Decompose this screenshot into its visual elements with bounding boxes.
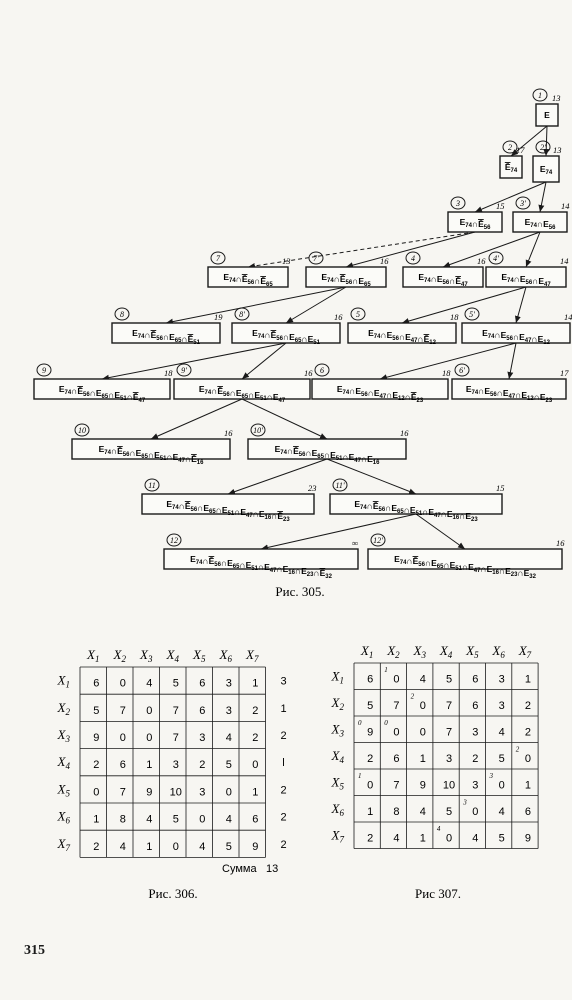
node-label: $E_{74}\cap Ē_{56}$ [459, 217, 491, 231]
node-id: 12 [170, 536, 178, 545]
fig307-mark: 2 [515, 745, 520, 754]
fig307-cell: 4 [419, 673, 426, 686]
node-weight: 23 [308, 483, 317, 493]
fig307-cell: 8 [393, 805, 400, 818]
fig306-col-header: $X_5$ [193, 647, 206, 664]
fig307-mark: 3 [463, 798, 467, 807]
fig307-cell: 2 [524, 726, 532, 739]
fig307-row-header: $X_3$ [331, 721, 344, 739]
fig306-cell: 4 [225, 813, 232, 826]
fig306-row-header: $X_4$ [57, 754, 70, 772]
fig306-cell: 2 [252, 704, 259, 717]
fig307-cell: 9 [367, 726, 374, 739]
fig307-cell: 5 [445, 673, 453, 686]
fig306-row-min: 2 [280, 730, 287, 742]
node-weight: 13 [282, 256, 291, 266]
fig307-mark: 0 [384, 719, 388, 727]
fig306-cell: 0 [146, 704, 153, 717]
fig306-cell: 10 [169, 786, 182, 799]
node-id: 2' [540, 143, 546, 152]
fig307-row-header: $X_4$ [331, 747, 344, 765]
fig307-cell: 0 [393, 673, 400, 686]
fig307-cell: 5 [445, 805, 453, 818]
fig306-cell: 3 [225, 677, 232, 690]
node-label: $E_{74}\cap E_{56}\cap E_{47}\cap E_{12}$ [482, 328, 550, 346]
node-weight: 16 [477, 256, 486, 266]
fig306-cell: 0 [172, 840, 179, 853]
node-id: 5 [356, 310, 360, 319]
fig306-cell: 9 [93, 732, 100, 744]
fig306-cell: 6 [199, 704, 206, 717]
fig307-col-header: $X_2$ [387, 643, 400, 660]
page-number: 315 [24, 943, 45, 958]
fig306-cell: 0 [93, 786, 100, 799]
fig307-cell: 6 [472, 673, 479, 686]
fig306-cell: 1 [93, 813, 100, 826]
fig307-cell: 2 [367, 752, 374, 765]
fig306-cell: 1 [146, 840, 153, 853]
fig307-mark: 4 [436, 825, 441, 833]
fig306-cell: 6 [93, 677, 100, 690]
node-label: $Ē_{74}$ [504, 162, 518, 174]
fig307-cell: 1 [419, 832, 426, 845]
fig306-cell: 0 [252, 759, 259, 772]
fig307-row-header: $X_2$ [331, 694, 344, 712]
node-weight: 13 [552, 93, 561, 103]
fig307-cell: 6 [472, 699, 479, 712]
figure-307-caption: Рис 307. [415, 886, 461, 901]
fig306-row-header: $X_7$ [57, 835, 70, 853]
fig306-cell: 1 [146, 759, 153, 772]
node-id: 1 [538, 91, 542, 100]
fig307-cell: 0 [367, 779, 374, 792]
node-weight: 16 [334, 312, 343, 322]
fig307-col-header: $X_6$ [492, 643, 505, 660]
fig306-cell: 5 [172, 677, 179, 690]
fig306-row-min: 2 [280, 811, 287, 824]
fig307-cell: 2 [472, 752, 479, 765]
fig307-row-header: $X_6$ [331, 800, 344, 818]
fig306-col-header: $X_6$ [219, 647, 232, 664]
fig306-cell: 9 [146, 786, 153, 799]
node-id: 8 [120, 310, 124, 319]
fig306-row-min: 1 [280, 702, 287, 715]
node-weight: 13 [553, 145, 562, 155]
fig306-row-min: 2 [280, 838, 287, 851]
fig307-cell: 10 [442, 779, 456, 792]
node-label: $E_{74}\cap Ē_{56}\cap E_{65}\cap Ē_{51}$ [132, 328, 200, 346]
fig307-cell: 3 [498, 699, 505, 712]
fig306-cell: 5 [93, 704, 100, 717]
fig306-cell: 0 [146, 732, 153, 744]
node-label: $E_{74}\cap E_{56}\cap E_{47}\cap Ē_{12}$ [368, 328, 436, 346]
fig306-cell: 3 [199, 732, 206, 744]
node-label: E [544, 110, 550, 120]
fig306-col-header: $X_4$ [166, 647, 179, 664]
node-label: $E_{74}\cap Ē_{56}\cap E_{65}\cap E_{51}\cap Ē_{47}$ [58, 384, 146, 404]
fig307-cell: 4 [472, 832, 479, 845]
node-weight: 17 [516, 145, 525, 155]
node-label: $E_{74}\cap Ē_{56}\cap E_{65}\cap E_{51}\cap E_{47}\cap E_{16}\cap Ē_{23}$ [166, 499, 290, 523]
node-id: 7' [313, 254, 319, 263]
fig307-cell: 6 [367, 673, 374, 686]
node-weight: ∞ [352, 538, 359, 548]
node-label: $E_{74}\cap E_{56}\cap E_{47}\cap E_{12}\cap E_{23}$ [465, 384, 553, 404]
fig306-col-header: $X_2$ [113, 647, 126, 664]
fig307-col-header: $X_5$ [466, 643, 479, 660]
node-weight: 18 [442, 368, 451, 378]
fig307-cell: 1 [419, 752, 426, 765]
fig306-row-header: $X_6$ [57, 808, 70, 826]
node-weight: 15 [496, 483, 505, 493]
fig307-cell: 3 [445, 752, 453, 765]
node-id: 9' [181, 366, 187, 375]
fig307-col-header: $X_1$ [360, 643, 374, 660]
node-weight: 14 [564, 312, 572, 322]
fig307-cell: 0 [419, 699, 426, 712]
fig306-matrix [57, 647, 287, 857]
fig306-row-min: 3 [280, 675, 287, 688]
fig306-row-header: $X_1$ [57, 672, 70, 690]
node-label: $E_{74}\cap Ē_{56}\cap E_{65}\cap E_{51}\cap E_{47}\cap Ē_{16}$ [98, 444, 204, 466]
node-weight: 18 [450, 312, 459, 322]
fig307-cell: 3 [472, 726, 479, 739]
node-weight: 17 [560, 368, 569, 378]
fig306-row-header: $X_2$ [57, 699, 70, 717]
fig306-cell: 2 [93, 759, 100, 772]
fig306-cell: 4 [146, 677, 153, 690]
fig307-mark: 0 [358, 719, 362, 727]
fig307-row-header: $X_1$ [331, 668, 344, 686]
node-id: 4' [493, 254, 499, 263]
node-label: $E_{74}\cap E_{56}\cap E_{47}$ [501, 272, 551, 288]
fig306-cell: 4 [199, 840, 206, 853]
fig307-cell: 7 [445, 726, 453, 739]
node-id: 4 [411, 254, 415, 263]
fig307-cell: 0 [393, 726, 400, 739]
fig306-row-header: $X_3$ [57, 727, 70, 744]
fig306-cell: 3 [225, 704, 232, 717]
fig306-cell: 3 [172, 759, 179, 772]
node-weight: 16 [556, 538, 565, 548]
node-weight: 14 [560, 256, 569, 266]
fig307-matrix [331, 643, 539, 849]
node-id: 6' [459, 366, 465, 375]
node-label: $E_{74}\cap Ē_{56}\cap E_{65}\cap E_{51}\cap E_{47}\cap E_{16}$ [274, 444, 380, 466]
fig307-cell: 1 [367, 805, 374, 818]
fig306-cell: 7 [119, 704, 126, 717]
fig306-cell: 0 [119, 732, 126, 744]
fig307-cell: 4 [498, 726, 505, 739]
fig306-row-header: $X_5$ [57, 781, 70, 799]
node-id: 3 [456, 199, 460, 208]
fig307-mark: 1 [358, 772, 362, 780]
node-weight: 18 [164, 368, 173, 378]
fig306-cell: 0 [199, 813, 206, 826]
node-label: $E_{74}\cap Ē_{56}\cap Ē_{65}$ [223, 272, 273, 288]
node-id: 3' [520, 199, 526, 208]
fig306-cell: 0 [119, 677, 126, 690]
fig306-cell: 5 [225, 759, 232, 772]
fig306-cell: 3 [199, 786, 206, 799]
fig307-cell: 7 [393, 779, 400, 792]
fig306-col-header: $X_3$ [140, 647, 153, 664]
fig306-cell: 4 [146, 813, 153, 826]
node-weight: 16 [400, 428, 409, 438]
fig307-cell: 5 [367, 699, 374, 712]
fig307-cell: 9 [524, 832, 532, 845]
fig306-cell: 8 [119, 813, 126, 826]
fig306-cell: 1 [252, 677, 259, 690]
fig307-cell: 9 [419, 779, 426, 792]
fig306-cell: 4 [225, 732, 232, 744]
fig307-cell: 2 [367, 832, 374, 845]
fig307-cell: 1 [524, 779, 532, 792]
node-label: $E_{74}\cap Ē_{56}\cap E_{65}\cap E_{51}\cap E_{47}\cap E_{16}\cap E_{23}\cap E_{32}$ [394, 554, 536, 580]
fig306-cell: 7 [119, 786, 126, 799]
node-id: 8' [239, 310, 245, 319]
fig306-cell: 6 [119, 759, 126, 772]
fig307-cell: 6 [524, 805, 532, 818]
fig307-cell: 0 [498, 779, 505, 792]
node-id: 5' [469, 310, 475, 319]
node-id: 11 [148, 481, 156, 490]
fig307-row-header: $X_7$ [331, 827, 344, 845]
fig307-mark: 2 [410, 692, 415, 701]
fig306-col-header: $X_7$ [246, 647, 259, 664]
fig307-cell: 0 [472, 805, 479, 818]
figure-306-caption: Рис. 306. [148, 886, 198, 901]
node-label: $E_{74}\cap E_{56}\cap E_{47}\cap E_{12}\cap Ē_{23}$ [336, 384, 424, 404]
node-label: $E_{74}\cap Ē_{56}\cap E_{65}$ [321, 272, 371, 288]
fig306-cell: 4 [119, 840, 126, 853]
fig307-cell: 0 [445, 832, 453, 845]
node-weight: 14 [561, 201, 570, 211]
fig306-cell: 9 [252, 840, 259, 853]
node-label: $E_{74}\cap E_{56}$ [524, 217, 556, 231]
fig307-row-header: $X_5$ [331, 774, 344, 792]
fig307-col-header: $X_7$ [518, 643, 532, 660]
node-weight: 15 [496, 201, 505, 211]
fig307-cell: 7 [393, 699, 400, 712]
fig306-cell: 6 [199, 677, 206, 690]
fig307-cell: 0 [419, 726, 426, 739]
node-label: $E_{74}\cap Ē_{56}\cap E_{65}\cap E_{51}$ [252, 328, 320, 346]
fig307-cell: 4 [393, 832, 400, 845]
fig307-cell: 7 [445, 699, 453, 712]
fig306-cell: 2 [93, 840, 100, 853]
node-id: 10 [78, 426, 86, 435]
node-label: $E_{74}\cap Ē_{56}\cap E_{65}\cap E_{51}\cap E_{47}\cap E_{16}\cap E_{23}\cap Ē_{32}$ [190, 554, 332, 580]
fig306-sum-label: Сумма [222, 863, 257, 875]
fig307-cell: 5 [498, 832, 505, 845]
fig307-cell: 2 [524, 699, 532, 712]
fig306-cell: 5 [225, 840, 232, 853]
node-id: 12' [373, 536, 383, 545]
node-id: 2 [508, 143, 512, 152]
fig307-col-header: $X_4$ [439, 643, 453, 660]
fig307-cell: 4 [498, 805, 505, 818]
fig306-row-min: 2 [280, 784, 287, 797]
fig307-cell: 0 [524, 752, 532, 765]
fig307-mark: 3 [489, 772, 493, 780]
fig307-col-header: $X_3$ [413, 643, 426, 660]
node-id: 6 [320, 366, 324, 375]
fig306-cell: 7 [172, 732, 179, 744]
node-weight: 19 [214, 312, 223, 322]
node-id: 10' [253, 426, 263, 435]
node-label: $E_{74}\cap Ē_{56}\cap E_{65}\cap E_{51}\cap E_{47}$ [198, 384, 286, 404]
fig307-cell: 4 [419, 805, 426, 818]
node-id: 7 [216, 254, 220, 263]
node-label: $E_{74}$ [539, 164, 553, 176]
fig306-cell: 2 [252, 732, 259, 744]
fig306-cell: 5 [172, 813, 179, 826]
node-weight: 16 [224, 428, 233, 438]
fig307-cell: 6 [393, 752, 400, 765]
fig306-cell: 7 [172, 704, 179, 717]
figure-305-caption: Рис. 305. [275, 584, 325, 599]
node-label: $E_{74}\cap E_{56}\cap Ē_{47}$ [418, 272, 468, 288]
node-label: $E_{74}\cap Ē_{56}\cap E_{65}\cap E_{51}\cap E_{47}\cap E_{16}\cap E_{23}$ [354, 499, 478, 523]
fig306-cell: 6 [252, 813, 259, 826]
fig306-cell: 1 [252, 786, 259, 799]
fig306-cell: 0 [225, 786, 232, 799]
fig307-cell: 3 [498, 673, 505, 686]
fig307-cell: 1 [524, 673, 532, 686]
node-id: 11' [335, 481, 345, 490]
fig307-mark: 1 [384, 666, 388, 674]
fig307-cell: 5 [498, 752, 505, 765]
node-id: 9 [42, 366, 46, 375]
fig307-cell: 3 [472, 779, 479, 792]
node-weight: 16 [304, 368, 313, 378]
fig306-row-min: l [282, 757, 285, 770]
fig306-sum-value: 13 [266, 863, 279, 875]
fig306-cell: 2 [199, 759, 206, 772]
node-weight: 16 [380, 256, 389, 266]
fig306-col-header: $X_1$ [87, 647, 100, 664]
